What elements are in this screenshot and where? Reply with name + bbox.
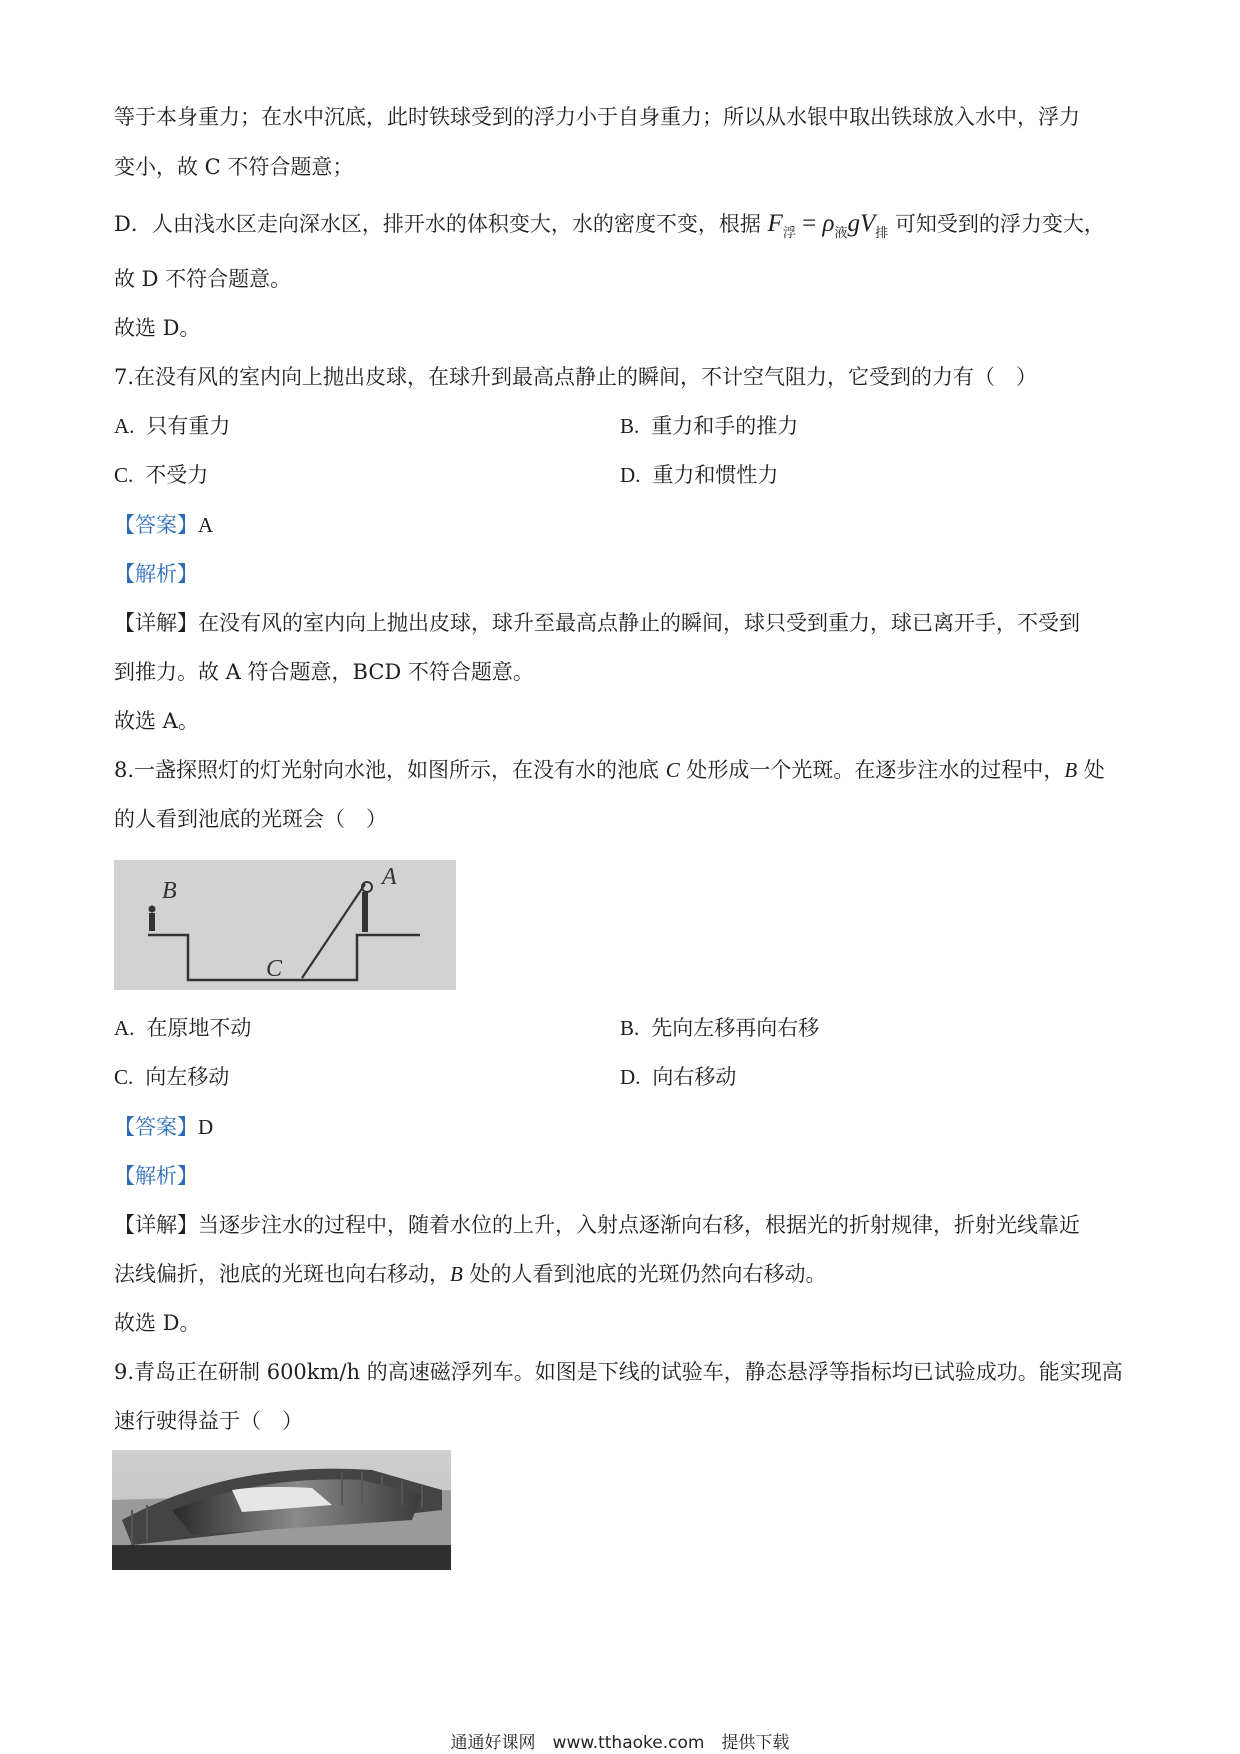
- q8-option-d: D. 向右移动: [620, 1065, 737, 1089]
- label-c: C: [266, 956, 283, 982]
- question-9-stem: 9.青岛正在研制 600km/h 的高速磁浮列车。如图是下线的试验车，静态悬浮等指标均已试验成功。能实现高: [114, 1360, 1123, 1384]
- q8-option-a: A. 在原地不动: [114, 1016, 252, 1040]
- maglev-photo-svg: [112, 1450, 451, 1570]
- page-footer: 通通好课网 www.tthaoke.com 提供下载: [450, 1733, 790, 1753]
- q7-analysis-tag: 【解析】: [114, 562, 198, 586]
- q8-detail: 【详解】当逐步注水的过程中，随着水位的上升，入射点逐渐向右移，根据光的折射规律，折射光线靠近: [114, 1213, 1080, 1237]
- q7-detail: 【详解】在没有风的室内向上抛出皮球，球升至最高点静止的瞬间，球只受到重力，球已离开手，不受到: [114, 611, 1080, 635]
- text-line: 速行驶得益于（ ）: [114, 1409, 303, 1433]
- conclusion-line: 故选 A。: [114, 709, 199, 733]
- text-line-with-formula: [114, 209, 1105, 249]
- q7-option-c: C. 不受力: [114, 463, 209, 487]
- text-line: 到推力。故 A 符合题意，BCD 不符合题意。: [114, 660, 534, 684]
- q7-option-d: D. 重力和惯性力: [620, 463, 779, 487]
- text-line: 法线偏折，池底的光斑也向右移动，B 处的人看到池底的光斑仍然向右移动。: [114, 1262, 827, 1286]
- question-7-stem: 7.在没有风的室内向上抛出皮球，在球升到最高点静止的瞬间，不计空气阻力，它受到的力有（ ）: [114, 365, 1038, 389]
- q7-option-a: A. 只有重力: [114, 414, 231, 438]
- q7-answer: 【答案】A: [114, 513, 214, 537]
- buoyancy-formula: $F_浮 = \rho_液gV_排$: [767, 210, 889, 241]
- question-8-stem: 8.一盏探照灯的灯光射向水池，如图所示，在没有水的池底 C 处形成一个光斑。在逐步注水的过程中，B 处: [114, 758, 1105, 782]
- maglev-train-photo: [112, 1450, 451, 1570]
- searchlight-pole: [362, 892, 368, 932]
- q8-option-c: C. 向左移动: [114, 1065, 230, 1089]
- conclusion-line: 故选 D。: [114, 1311, 201, 1335]
- text-line: 的人看到池底的光斑会（ ）: [114, 807, 387, 831]
- q8-analysis-tag: 【解析】: [114, 1164, 198, 1188]
- text-line: 故 D 不符合题意。: [114, 267, 292, 291]
- label-b: B: [162, 878, 177, 904]
- text-segment: 可知受到的浮力变大，: [894, 212, 1105, 236]
- text-segment: D．人由浅水区走向深水区，排开水的体积变大，水的密度不变，根据: [114, 212, 761, 236]
- q8-answer: 【答案】D: [114, 1115, 214, 1139]
- label-a: A: [382, 864, 397, 890]
- text-line: 变小，故 C 不符合题意；: [114, 155, 354, 179]
- person-b-mark: [149, 913, 155, 931]
- pool-light-diagram: [114, 860, 456, 990]
- text-line: 等于本身重力；在水中沉底，此时铁球受到的浮力小于自身重力；所以从水银中取出铁球放入水中，浮力: [114, 105, 1080, 129]
- q7-option-b: B. 重力和手的推力: [620, 414, 799, 438]
- conclusion-line: 故选 D。: [114, 316, 201, 340]
- pool-diagram-svg: [114, 860, 456, 990]
- q8-option-b: B. 先向左移再向右移: [620, 1016, 820, 1040]
